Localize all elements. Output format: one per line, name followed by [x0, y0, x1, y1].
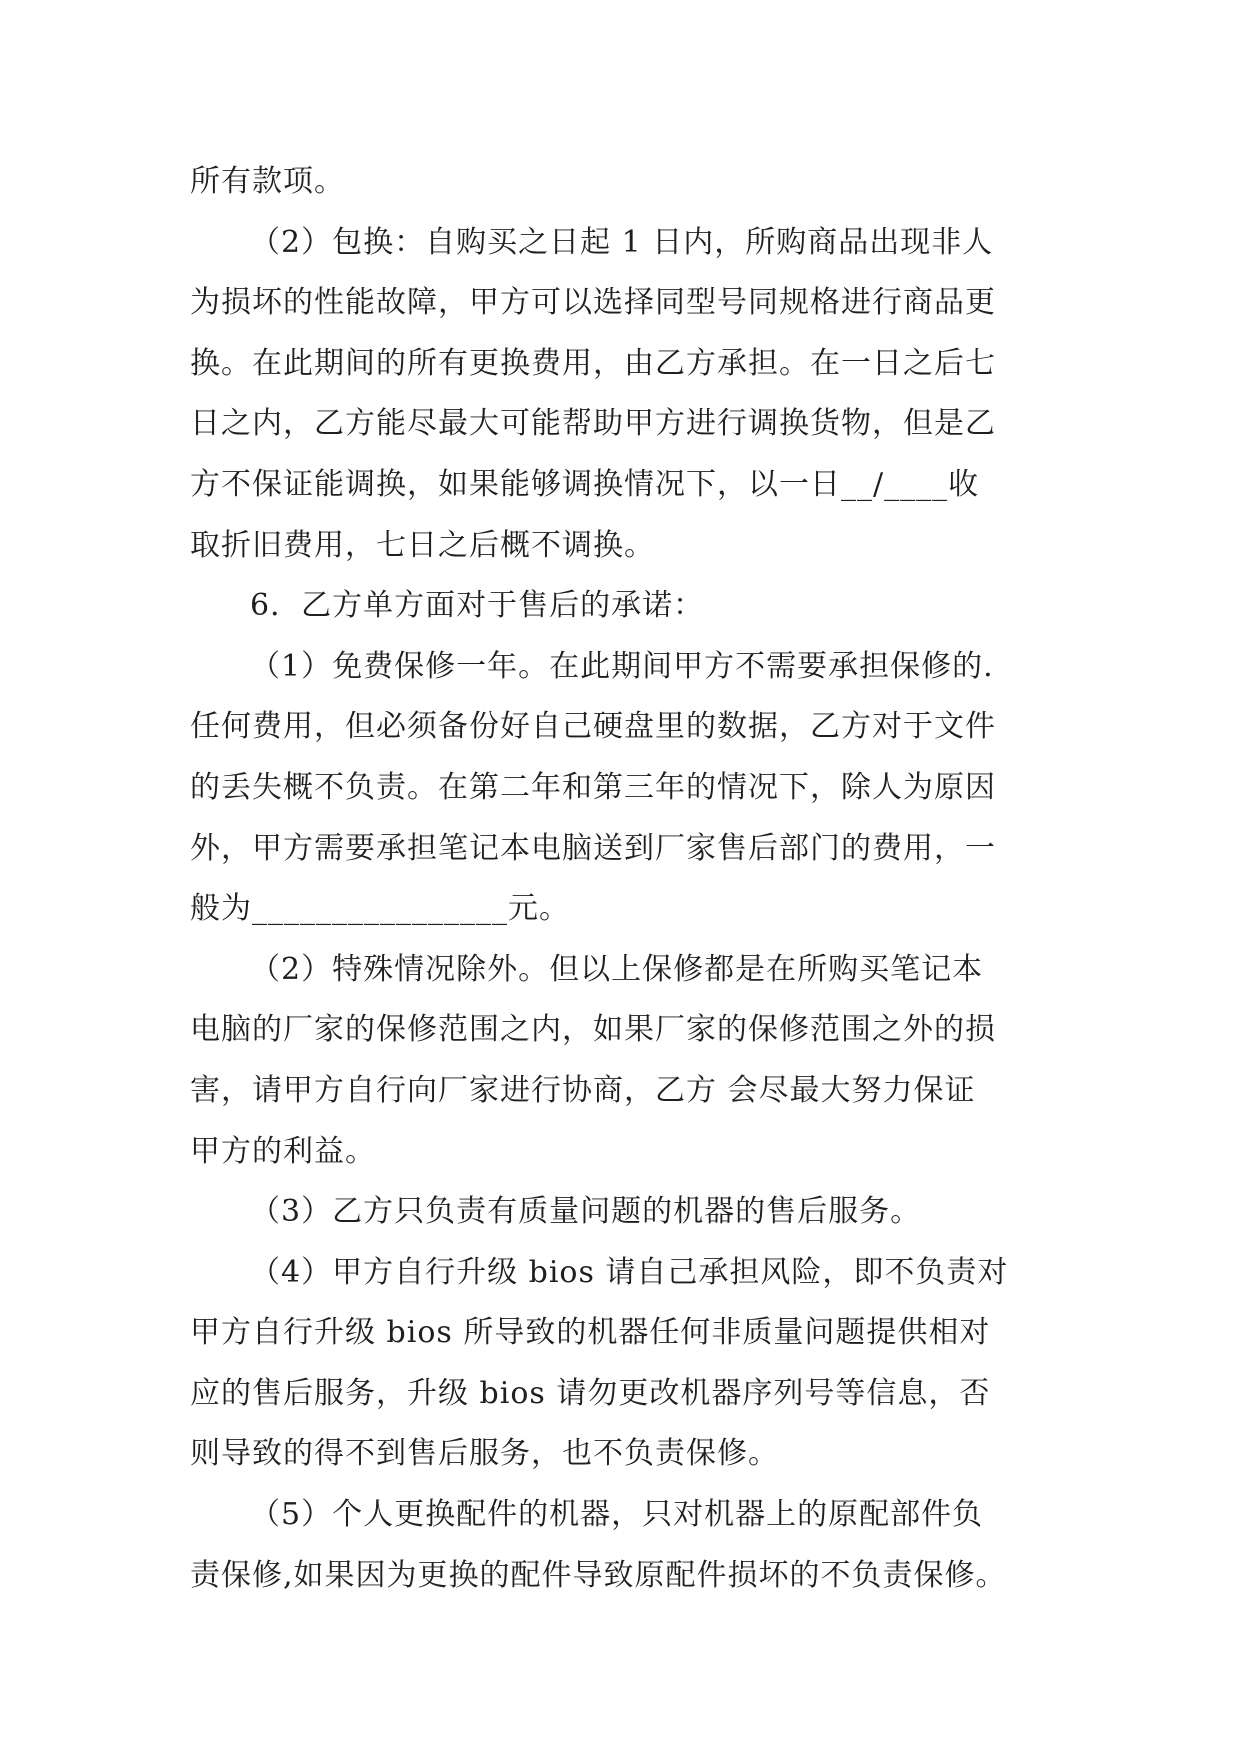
text-line: 甲方自行升级 bios 所导致的机器任何非质量问题提供相对	[190, 1315, 991, 1351]
text-line: 日之内，乙方能尽最大可能帮助甲方进行调换货物，但是乙	[190, 406, 996, 442]
text-line: （2）包换：自购买之日起 1 日内，所购商品出现非人	[250, 224, 994, 260]
text-line: 为损坏的性能故障，甲方可以选择同型号同规格进行商品更	[190, 285, 996, 321]
text-line: （1）免费保修一年。在此期间甲方不需要承担保修的.	[250, 648, 994, 684]
text-line: 所有款项。	[190, 164, 345, 199]
text-line: 方不保证能调换，如果能够调换情况下，以一日__/____收	[190, 466, 980, 502]
text-line: （5）个人更换配件的机器，只对机器上的原配部件负	[250, 1497, 984, 1533]
text-line: 的丢失概不负责。在第二年和第三年的情况下，除人为原因	[190, 769, 996, 805]
text-line: 取折旧费用，七日之后概不调换。	[190, 527, 655, 563]
text-line: 甲方的利益。	[190, 1133, 376, 1169]
document-body	[190, 152, 1050, 1606]
text-line: 换。在此期间的所有更换费用，由乙方承担。在一日之后七	[190, 345, 996, 381]
text-line: （2）特殊情况除外。但以上保修都是在所购买笔记本	[250, 951, 984, 987]
text-line: 任何费用，但必须备份好自己硬盘里的数据，乙方对于文件	[190, 709, 996, 745]
section-heading: 6．乙方单方面对于售后的承诺：	[250, 588, 705, 624]
text-line: 害，请甲方自行向厂家进行协商，乙方 会尽最大努力保证	[190, 1072, 976, 1108]
text-line: 则导致的得不到售后服务，也不负责保修。	[190, 1436, 779, 1472]
text-line: 外，甲方需要承担笔记本电脑送到厂家售后部门的费用，一	[190, 830, 996, 866]
text-line: 般为________________元。	[190, 891, 570, 927]
text-line: 责保修,如果因为更换的配件导致原配件损坏的不负责保修。	[190, 1557, 1007, 1593]
text-line: 电脑的厂家的保修范围之内，如果厂家的保修范围之外的损	[190, 1012, 996, 1048]
text-line: （3）乙方只负责有质量问题的机器的售后服务。	[250, 1194, 922, 1230]
text-line: 应的售后服务，升级 bios 请勿更改机器序列号等信息，否	[190, 1375, 991, 1411]
text-line: （4）甲方自行升级 bios 请自己承担风险，即不负责对	[250, 1254, 1009, 1290]
